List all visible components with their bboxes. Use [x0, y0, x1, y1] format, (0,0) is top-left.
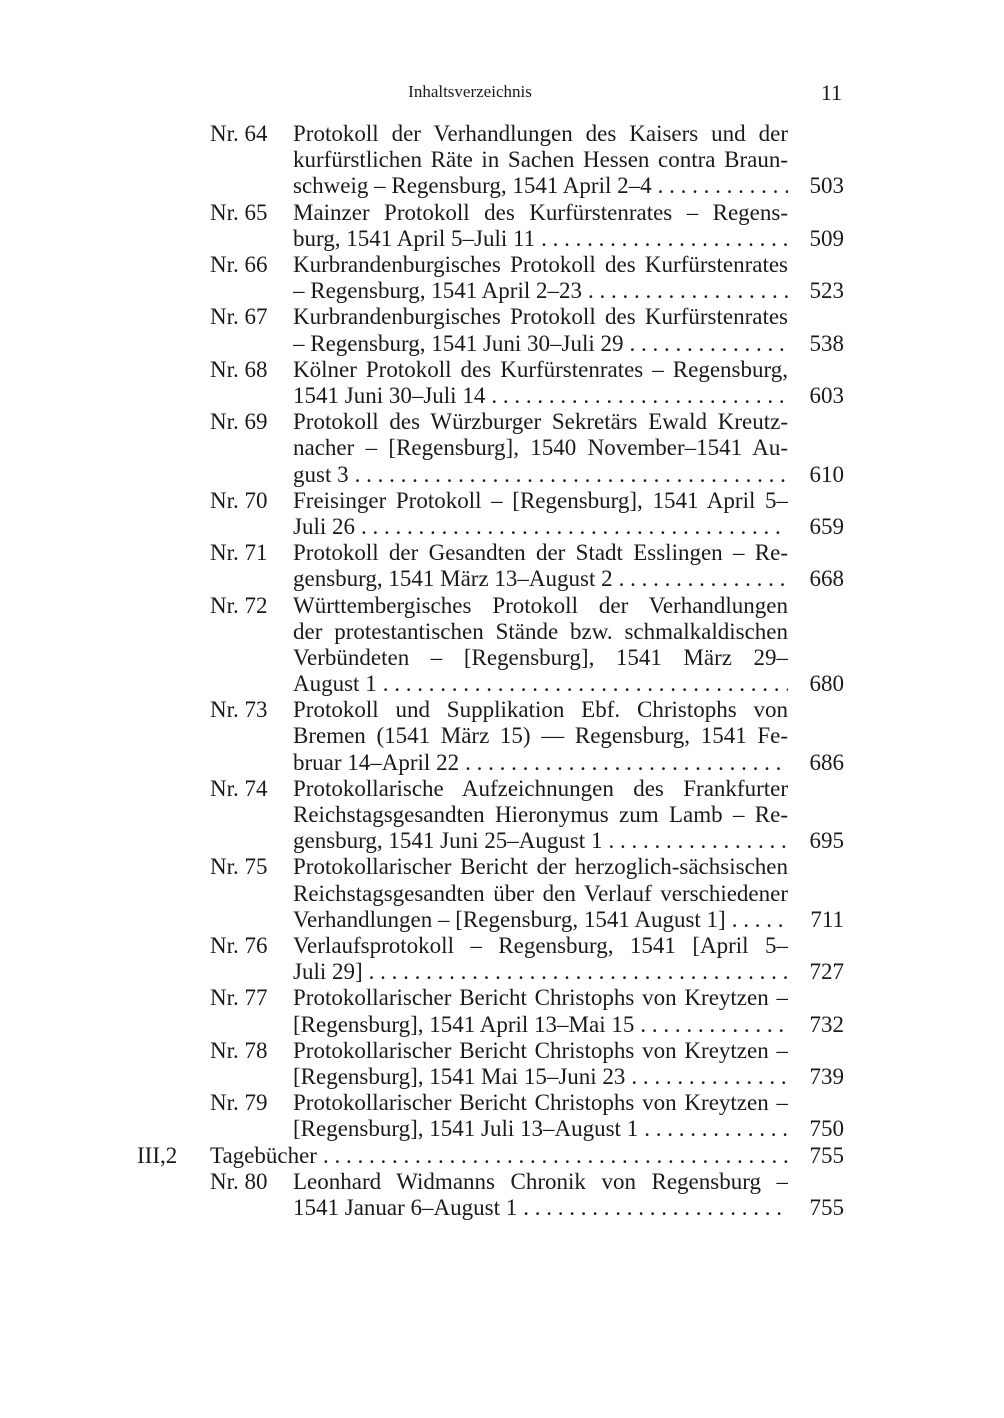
dot-leader [658, 173, 788, 199]
toc-entry [0, 121, 1004, 200]
entry-title [210, 1143, 788, 1169]
entry-title [293, 540, 788, 592]
entry-number: Nr. 73 [210, 697, 268, 723]
entry-title-line: Protokollarischer Bericht der herzoglich-sächsischen [293, 854, 788, 880]
entry-number: Nr. 66 [210, 251, 268, 277]
page-reference: 755 [809, 1194, 844, 1220]
entry-title-text: [Regensburg], 1541 April 13–Mai 15 [293, 1011, 635, 1037]
page-reference: 711 [810, 906, 844, 932]
dot-leader [588, 278, 788, 304]
entry-title-text: [Regensburg], 1541 Juli 13–August 1 [293, 1116, 639, 1142]
entry-title-text: gensburg, 1541 Juni 25–August 1 [293, 828, 603, 854]
dot-leader [631, 1064, 788, 1090]
entry-title [293, 357, 788, 409]
entry-number: Nr. 79 [210, 1090, 268, 1116]
entry-title [293, 304, 788, 356]
entry-title-line: Protokoll der Verhandlungen des Kaisers und der [293, 121, 788, 146]
toc-entry [0, 1090, 1004, 1142]
entry-title [293, 1038, 788, 1090]
entry-title [293, 121, 788, 200]
toc-entry [0, 409, 1004, 488]
entry-title-last-line [293, 828, 788, 854]
entry-title-last-line [293, 462, 788, 488]
entry-title-line: Bremen (1541 März 15) — Regensburg, 1541 Fe- [293, 723, 788, 749]
page-reference: 659 [809, 513, 844, 539]
toc-entry [0, 200, 1004, 252]
entry-title-last-line [293, 1064, 788, 1090]
toc-entry [0, 697, 1004, 776]
page-header [0, 80, 1004, 106]
entry-number: Nr. 78 [210, 1037, 268, 1063]
entry-title-line: Protokoll der Gesandten der Stadt Esslingen – Re- [293, 540, 788, 566]
page-reference: 680 [809, 671, 844, 697]
entry-title-text: gust 3 [293, 461, 349, 487]
toc-entry [0, 357, 1004, 409]
toc-entry [0, 933, 1004, 985]
entry-title-line: Württembergisches Protokoll der Verhandlungen [293, 592, 788, 618]
section-number: III,2 [137, 1142, 178, 1168]
entry-title [293, 200, 788, 252]
toc-entry [0, 1169, 1004, 1221]
entry-title-last-line [293, 907, 788, 933]
dot-leader [630, 331, 788, 357]
entry-number: Nr. 69 [210, 409, 268, 435]
entry-title-last-line [293, 383, 788, 409]
entry-title-line: der protestantischen Stände bzw. schmalkaldischen [293, 618, 788, 644]
entry-title-text: schweig – Regensburg, 1541 April 2–4 [293, 173, 652, 199]
entry-title-line: Verlaufsprotokoll – Regensburg, 1541 [April 5– [293, 933, 788, 958]
toc-entry [0, 252, 1004, 304]
entry-title-text: – Regensburg, 1541 April 2–23 [293, 278, 582, 304]
dot-leader [361, 514, 788, 540]
entry-title [293, 252, 788, 304]
page-reference: 732 [809, 1011, 844, 1037]
entry-title-text: 1541 Juni 30–Juli 14 [293, 382, 486, 408]
entry-title-last-line [293, 1012, 788, 1038]
entry-title-line: Mainzer Protokoll des Kurfürstenrates – Regens- [293, 199, 788, 225]
toc-entry [0, 304, 1004, 356]
entry-title-line: Protokoll des Würzburger Sekretärs Ewald Kreutz- [293, 409, 788, 435]
page-reference: 755 [809, 1142, 844, 1168]
toc-entry [0, 593, 1004, 698]
entry-title [293, 409, 788, 488]
entry-title-line: Kurbrandenburgisches Protokoll des Kurfürstenrates [293, 304, 788, 330]
page-reference: 603 [809, 382, 844, 408]
toc-entry [0, 488, 1004, 540]
entry-title-last-line [293, 173, 788, 199]
toc-entry [0, 854, 1004, 933]
entry-title-line: nacher – [Regensburg], 1540 November–1541 Au- [293, 435, 788, 461]
entry-title-last-line [293, 514, 788, 540]
entry-title-last-line [293, 278, 788, 304]
entry-title-line: Kurbrandenburgisches Protokoll des Kurfürstenrates [293, 251, 788, 277]
entry-title-text: August 1 [293, 671, 377, 697]
dot-leader [619, 566, 788, 592]
entry-number: Nr. 70 [210, 487, 268, 513]
entry-title-last-line [293, 226, 788, 252]
entry-title-text: burg, 1541 April 5–Juli 11 [293, 225, 536, 251]
entry-title-line: Leonhard Widmanns Chronik von Regensburg – [293, 1168, 788, 1194]
entry-title [293, 854, 788, 933]
dot-leader [355, 462, 788, 488]
entry-title-text: [Regensburg], 1541 Mai 15–Juni 23 [293, 1063, 626, 1089]
toc-entry [0, 540, 1004, 592]
page-reference: 750 [809, 1116, 844, 1142]
page-reference: 509 [809, 225, 844, 251]
entry-title [293, 933, 788, 985]
entry-number: Nr. 65 [210, 199, 268, 225]
entry-title [293, 488, 788, 540]
entry-title-line: Protokoll und Supplikation Ebf. Christophs von [293, 697, 788, 723]
entry-title-last-line [293, 331, 788, 357]
toc-entry [0, 1143, 1004, 1169]
entry-title-last-line [210, 1143, 788, 1169]
page-reference: 739 [809, 1063, 844, 1089]
entry-title-line: Protokollarischer Bericht Christophs von Kreytzen – [293, 1090, 788, 1116]
table-of-contents [0, 121, 1004, 1221]
dot-leader [523, 1195, 788, 1221]
entry-number: Nr. 80 [210, 1168, 268, 1194]
dot-leader [640, 1012, 788, 1038]
page-reference: 503 [809, 173, 844, 199]
entry-number: Nr. 72 [210, 592, 268, 618]
dot-leader [732, 907, 788, 933]
entry-title [293, 697, 788, 776]
entry-title-line: Protokollarischer Bericht Christophs von Kreytzen – [293, 1037, 788, 1063]
entry-title-text: Juli 26 [293, 513, 355, 539]
dot-leader [644, 1116, 788, 1142]
running-head: Inhaltsverzeichnis [408, 82, 532, 101]
entry-number: Nr. 68 [210, 356, 268, 382]
entry-title-text: bruar 14–April 22 [293, 749, 460, 775]
entry-title [293, 1090, 788, 1142]
entry-number: Nr. 67 [210, 304, 268, 330]
entry-number: Nr. 75 [210, 854, 268, 880]
dot-leader [465, 750, 788, 776]
entry-title [293, 985, 788, 1037]
entry-number: Nr. 74 [210, 775, 268, 801]
page-reference: 727 [809, 959, 844, 985]
dot-leader [608, 828, 788, 854]
entry-title-last-line [293, 671, 788, 697]
entry-title-last-line [293, 566, 788, 592]
entry-title-last-line [293, 750, 788, 776]
entry-title-line: Protokollarische Aufzeichnungen des Frankfurter [293, 775, 788, 801]
entry-title-line: Reichstagsgesandten über den Verlauf verschiedener [293, 880, 788, 906]
entry-title-line: Freisinger Protokoll – [Regensburg], 1541 April 5– [293, 487, 788, 513]
page-reference: 695 [809, 828, 844, 854]
entry-title-text: Verhandlungen – [Regensburg, 1541 August 1] [293, 906, 726, 932]
page-reference: 610 [809, 461, 844, 487]
entry-number: Nr. 71 [210, 540, 268, 566]
entry-title-last-line [293, 959, 788, 985]
entry-title-last-line [293, 1195, 788, 1221]
entry-title-line: Verbündeten – [Regensburg], 1541 März 29– [293, 644, 788, 670]
entry-title-text: Tagebücher [210, 1142, 317, 1168]
dot-leader [369, 959, 788, 985]
entry-number: Nr. 77 [210, 985, 268, 1011]
entry-title-last-line [293, 1116, 788, 1142]
entry-title-text: Juli 29] [293, 959, 363, 985]
entry-title-line: Protokollarischer Bericht Christophs von Kreytzen – [293, 985, 788, 1011]
entry-number: Nr. 76 [210, 933, 268, 958]
entry-number: Nr. 64 [210, 121, 268, 146]
entry-title-text: gensburg, 1541 März 13–August 2 [293, 566, 613, 592]
page-reference: 523 [809, 278, 844, 304]
entry-title [293, 593, 788, 698]
entry-title-text: 1541 Januar 6–August 1 [293, 1194, 518, 1220]
page-reference: 538 [809, 330, 844, 356]
entry-title [293, 776, 788, 855]
entry-title-line: kurfürstlichen Räte in Sachen Hessen contra Braun- [293, 147, 788, 173]
toc-entry [0, 1038, 1004, 1090]
dot-leader [323, 1143, 788, 1169]
page-reference: 668 [809, 566, 844, 592]
page-reference: 686 [809, 749, 844, 775]
dot-leader [491, 383, 788, 409]
page-number: 11 [820, 80, 842, 105]
toc-entry [0, 985, 1004, 1037]
dot-leader [541, 226, 788, 252]
dot-leader [383, 671, 788, 697]
entry-title-line: Kölner Protokoll des Kurfürstenrates – Regensburg, [293, 356, 788, 382]
toc-entry [0, 776, 1004, 855]
entry-title-line: Reichstagsgesandten Hieronymus zum Lamb – Re- [293, 802, 788, 828]
entry-title-text: – Regensburg, 1541 Juni 30–Juli 29 [293, 330, 624, 356]
entry-title [293, 1169, 788, 1221]
